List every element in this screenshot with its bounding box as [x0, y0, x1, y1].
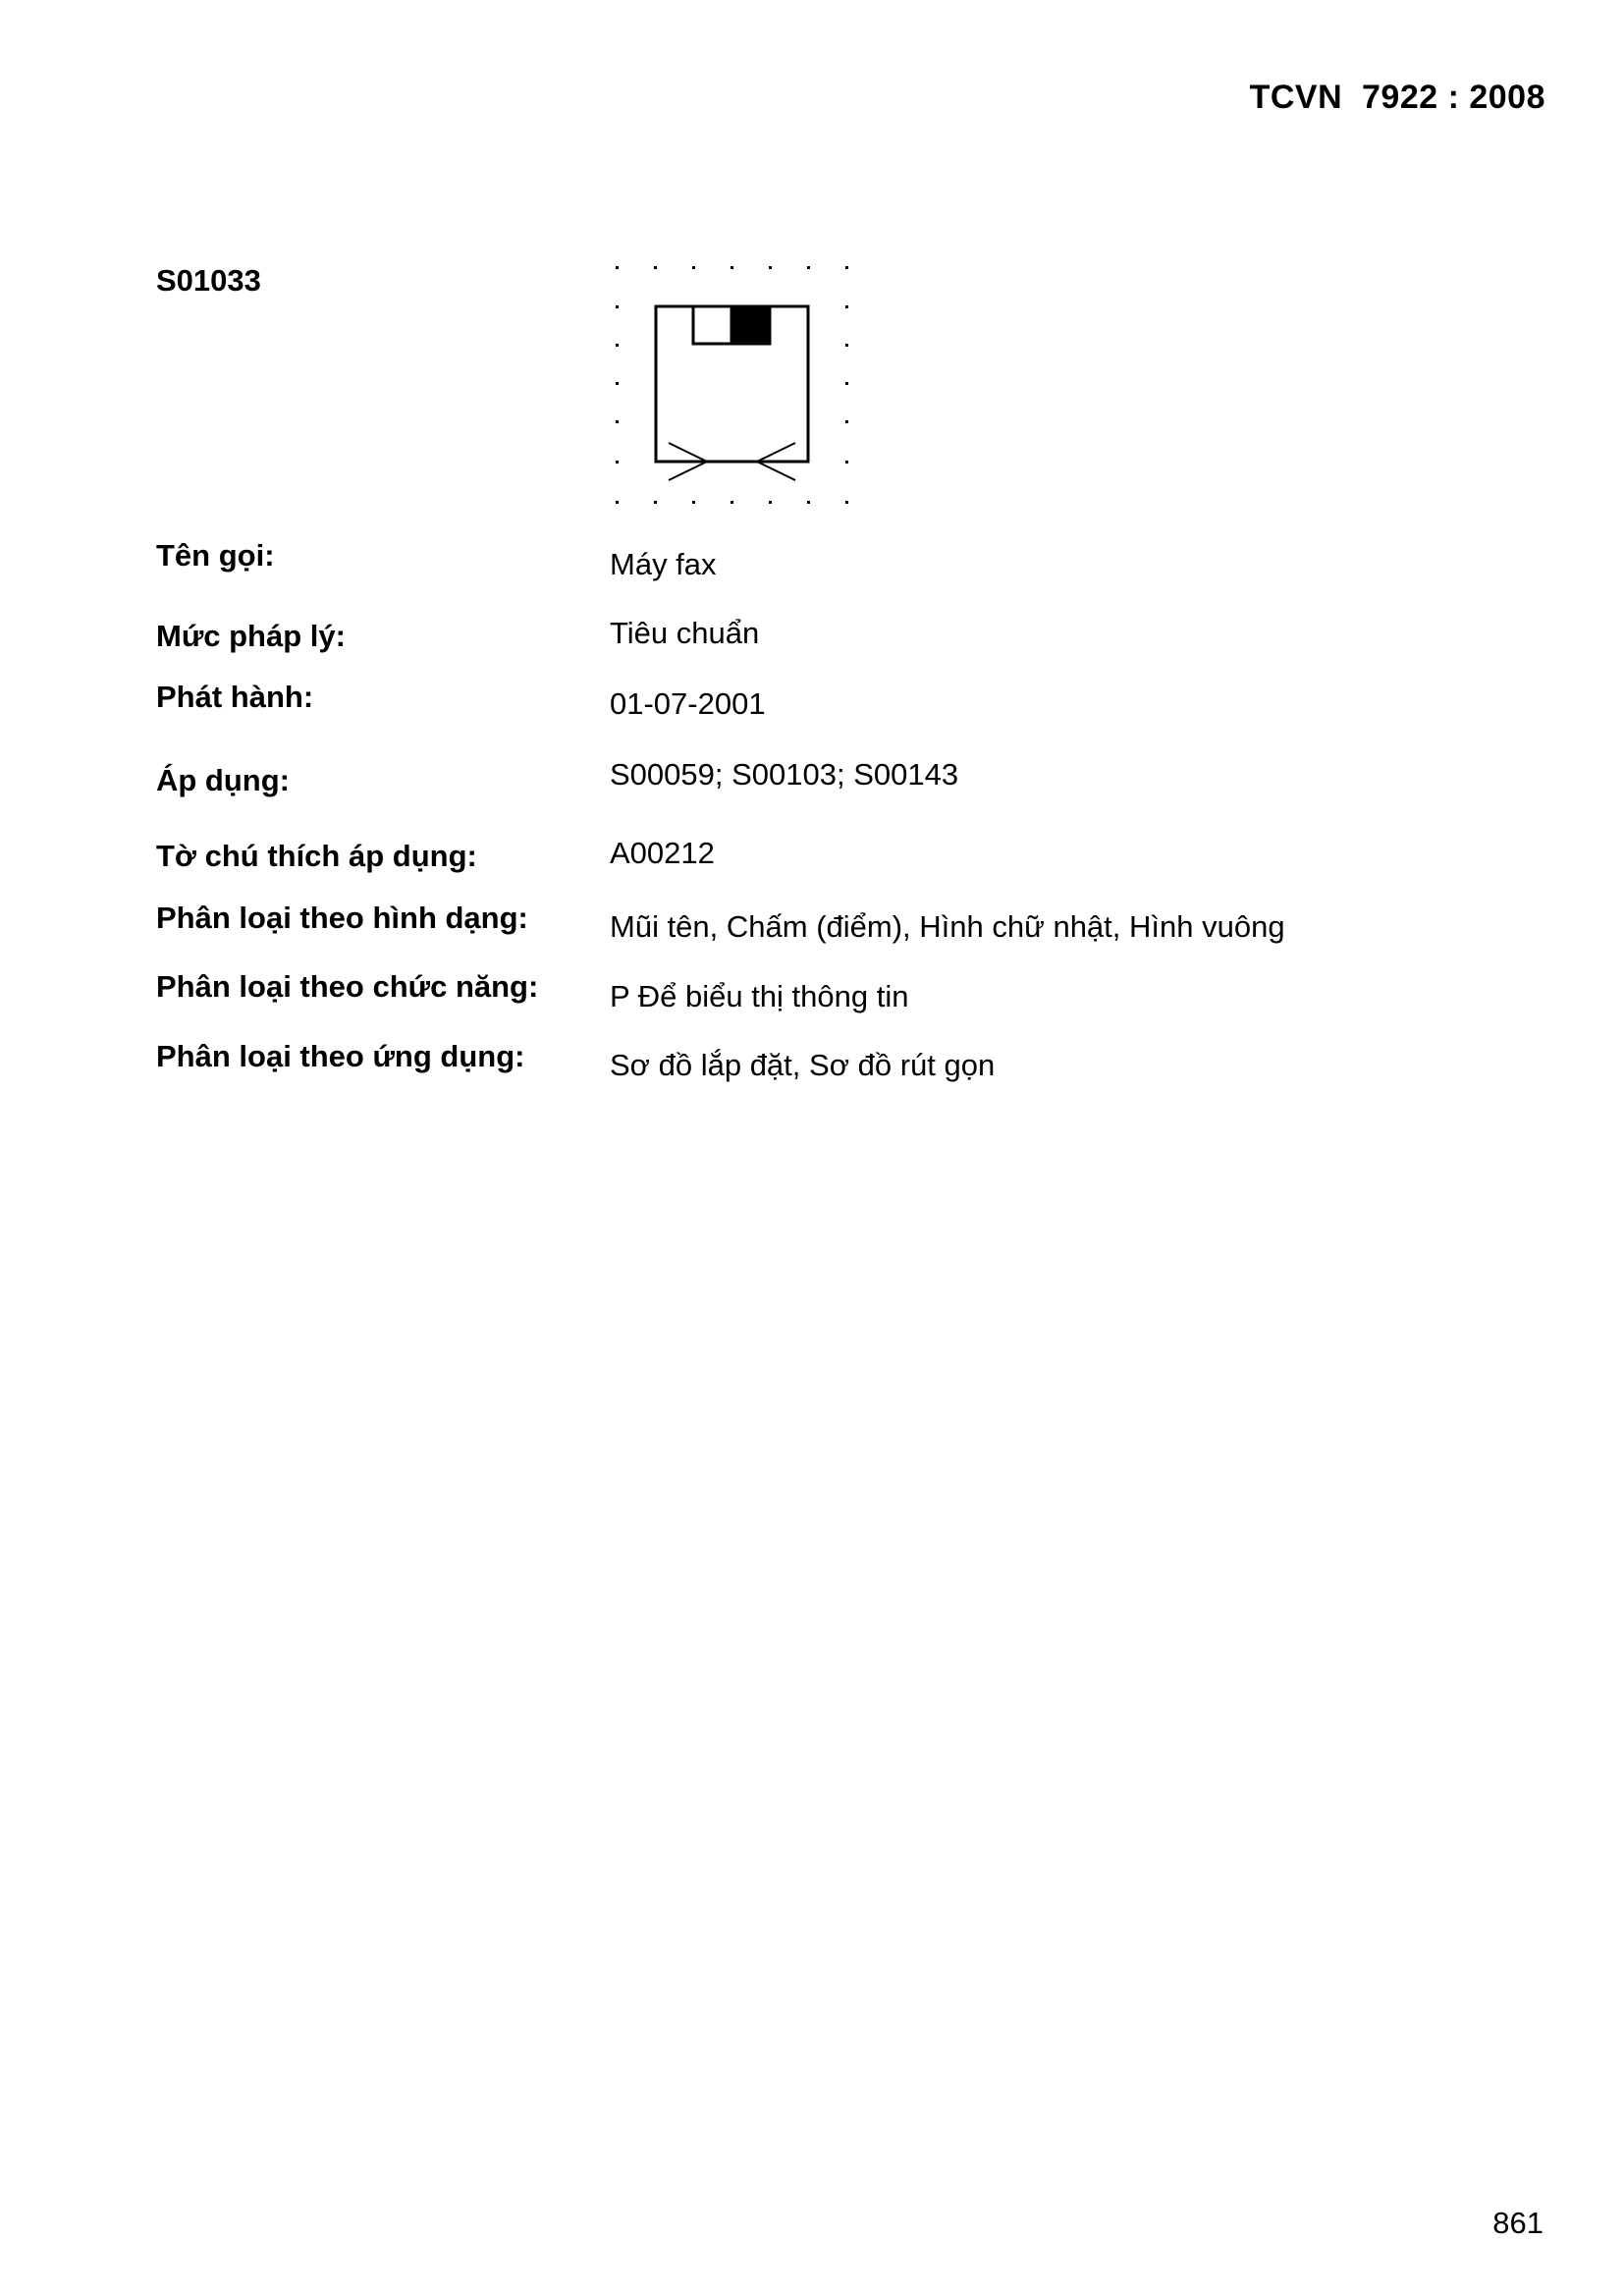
- field-value-ap-dung: S00059; S00103; S00143: [610, 757, 959, 792]
- page-number: 861: [1492, 2206, 1543, 2240]
- paper-slot-white: [693, 306, 731, 344]
- field-value-muc-phap-ly: Tiêu chuẩn: [610, 616, 760, 650]
- field-value-phan-loai-chuc-nang: P Để biểu thị thông tin: [610, 979, 909, 1013]
- field-label-to-chu-thich: Tờ chú thích áp dụng:: [156, 839, 477, 873]
- field-label-ten-goi: Tên gọi:: [156, 538, 275, 573]
- grid-dots: [616, 266, 848, 504]
- field-label-ap-dung: Áp dụng:: [156, 763, 291, 797]
- paper-slot-black: [731, 306, 770, 344]
- field-label-phat-hanh: Phát hành:: [156, 680, 314, 714]
- field-value-phat-hanh: 01-07-2001: [610, 686, 766, 721]
- standard-code: TCVN 7922 : 2008: [1249, 79, 1545, 116]
- field-label-phan-loai-ung-dung: Phân loại theo ứng dụng:: [156, 1039, 525, 1073]
- field-value-phan-loai-ung-dung: Sơ đồ lắp đặt, Sơ đồ rút gọn: [610, 1048, 996, 1082]
- fax-machine-symbol-icon: [607, 255, 862, 516]
- field-label-phan-loai-hinh-dang: Phân loại theo hình dạng:: [156, 901, 528, 935]
- field-value-ten-goi: Máy fax: [610, 547, 717, 581]
- field-label-muc-phap-ly: Mức pháp lý:: [156, 619, 346, 653]
- field-value-to-chu-thich: A00212: [610, 836, 715, 870]
- symbol-id: S01033: [156, 263, 261, 298]
- field-value-phan-loai-hinh-dang: Mũi tên, Chấm (điểm), Hình chữ nhật, Hình vuông: [610, 909, 1285, 944]
- field-label-phan-loai-chuc-nang: Phân loại theo chức năng:: [156, 969, 539, 1004]
